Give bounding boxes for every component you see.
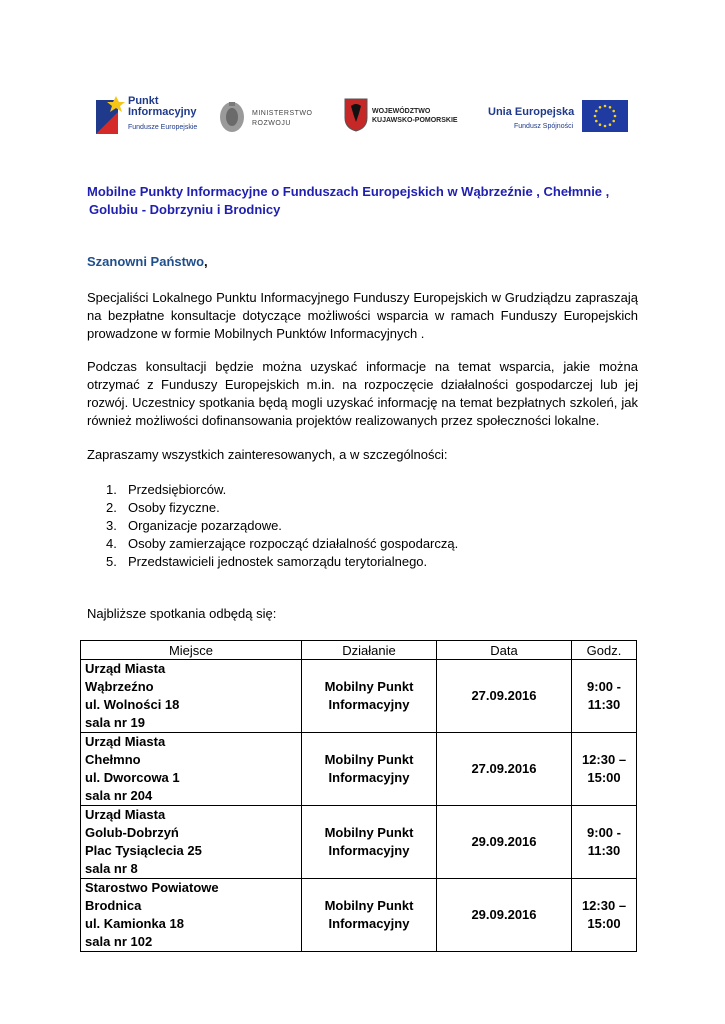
place-line: ul. Dworcowa 1: [85, 770, 180, 785]
action-line: Informacyjny: [328, 697, 410, 712]
list-text: Przedsiębiorców.: [128, 482, 227, 497]
list-item: [106, 499, 458, 517]
place-line: Brodnica: [85, 898, 142, 913]
place-line: Golub-Dobrzyń: [85, 825, 179, 840]
cell-place: [81, 879, 302, 952]
place-line: sala nr 8: [85, 861, 138, 876]
action-line: Mobilny Punkt: [324, 898, 414, 913]
cell-time: 12:30 – 15:00: [572, 879, 637, 952]
cell-date: 27.09.2016: [437, 660, 572, 733]
logo-kp-line1: WOJEWÓDZTWO: [372, 108, 431, 115]
greeting-text: Szanowni Państwo: [87, 254, 205, 269]
cell-time: 9:00 - 11:30: [572, 660, 637, 733]
logo-mr-line2: ROZWOJU: [252, 120, 291, 127]
cell-date: 29.09.2016: [437, 806, 572, 879]
place-line: ul. Kamionka 18: [85, 916, 184, 931]
place-line: Urząd Miasta: [85, 734, 166, 749]
header-action: Działanie: [302, 641, 437, 660]
action-line: Informacyjny: [328, 916, 410, 931]
header-time: Godz.: [572, 641, 637, 660]
table-row: [81, 806, 637, 879]
list-item: [106, 517, 458, 535]
meetings-table: [80, 640, 637, 952]
list-text: Przedstawicieli jednostek samorządu terytorialnego.: [128, 554, 428, 569]
action-line: Informacyjny: [328, 843, 410, 858]
cell-date: 29.09.2016: [437, 879, 572, 952]
paragraph-details: Podczas konsultacji będzie można uzyskać informacje na temat wsparcia, jakie można otrzymać z Funduszy Europejskich m.in. na rozpoczęcie działalności gospodarczej lub jej rozwój. Uczestnicy spotkania będą mogli uzyskać informację na temat bezpłatnych szkoleń, jak również możliwości dofinansowania projektów realizowanych przez społeczności lokalne.: [87, 359, 638, 428]
title-line1: Mobilne Punkty Informacyjne o Funduszach Europejskich w Wąbrzeźnie , Chełmnie ,: [87, 184, 610, 199]
place-line: Plac Tysiąclecia 25: [85, 843, 202, 858]
place-line: Urząd Miasta: [85, 807, 166, 822]
action-line: Mobilny Punkt: [324, 752, 414, 767]
cell-place: [81, 733, 302, 806]
place-line: Starostwo Powiatowe: [85, 880, 219, 895]
list-text: Osoby fizyczne.: [128, 500, 220, 515]
document-title: [87, 183, 647, 219]
ministerstwo-rozwoju-logo: [218, 92, 318, 142]
table-row: [81, 733, 637, 806]
greeting: [87, 254, 208, 269]
logo-punkt-line3: Fundusze Europejskie: [128, 124, 198, 131]
place-line: Chełmno: [85, 752, 141, 767]
list-item: [106, 481, 458, 499]
paragraph-invite: Zapraszamy wszystkich zainteresowanych, a w szczególności:: [87, 447, 448, 462]
list-number: 1.: [106, 482, 117, 497]
cell-action: [302, 733, 437, 806]
action-line: Mobilny Punkt: [324, 825, 414, 840]
header-place: Miejsce: [81, 641, 302, 660]
eu-flag-icon: [582, 100, 628, 132]
cell-place: [81, 660, 302, 733]
list-text: Osoby zamierzające rozpocząć działalność gospodarczą.: [128, 536, 459, 551]
cell-date: 27.09.2016: [437, 733, 572, 806]
cell-time: 9:00 - 11:30: [572, 806, 637, 879]
place-line: Urząd Miasta: [85, 661, 166, 676]
paragraph-meetings: Najbliższe spotkania odbędą się:: [87, 606, 277, 621]
list-number: 3.: [106, 518, 117, 533]
cell-time: 12:30 – 15:00: [572, 733, 637, 806]
logo-ue-line2: Fundusz Spójności: [514, 123, 574, 130]
place-line: sala nr 102: [85, 934, 153, 949]
logo-bar: [94, 92, 634, 142]
list-number: 5.: [106, 554, 117, 569]
cell-place: [81, 806, 302, 879]
coat-of-arms-icon: [344, 98, 368, 132]
list-item: [106, 553, 458, 571]
list-number: 2.: [106, 500, 117, 515]
table-header-row: [81, 641, 637, 660]
list-text: Organizacje pozarządowe.: [128, 518, 282, 533]
action-line: Mobilny Punkt: [324, 679, 414, 694]
list-item: [106, 535, 458, 553]
greeting-comma: ,: [204, 254, 208, 269]
logo-punkt-line1: Punkt: [128, 95, 159, 107]
cell-action: [302, 879, 437, 952]
cell-action: [302, 806, 437, 879]
list-number: 4.: [106, 536, 117, 551]
table-row: [81, 879, 637, 952]
place-line: sala nr 204: [85, 788, 153, 803]
audience-list: [106, 481, 458, 571]
header-date: Data: [437, 641, 572, 660]
paragraph-intro: Specjaliści Lokalnego Punktu Informacyjnego Funduszy Europejskich w Grudziądzu zapraszają na bezpłatne konsultacje dotyczące możliwości wsparcia w ramach Funduszy Europejskich prowadzone w formie Mobilnych Punktów Informacyjnych .: [87, 290, 638, 341]
action-line: Informacyjny: [328, 770, 410, 785]
logo-punkt-line2: Informacyjny: [128, 106, 197, 118]
place-line: Wąbrzeźno: [85, 679, 154, 694]
title-line2: Golubiu - Dobrzyniu i Brodnicy: [89, 202, 281, 217]
place-line: ul. Wolności 18: [85, 697, 180, 712]
logo-ue-line1: Unia Europejska: [488, 106, 575, 118]
logo-kp-line2: KUJAWSKO-POMORSKIE: [372, 117, 458, 124]
table-row: [81, 660, 637, 733]
fe-star-icon: [94, 94, 126, 140]
wojewodztwo-logo: [344, 92, 462, 142]
unia-europejska-logo: [488, 92, 630, 142]
cell-action: [302, 660, 437, 733]
eagle-icon: [218, 100, 246, 134]
punkt-informacyjny-logo: [94, 92, 204, 142]
place-line: sala nr 19: [85, 715, 145, 730]
logo-mr-line1: MINISTERSTWO: [252, 110, 313, 117]
